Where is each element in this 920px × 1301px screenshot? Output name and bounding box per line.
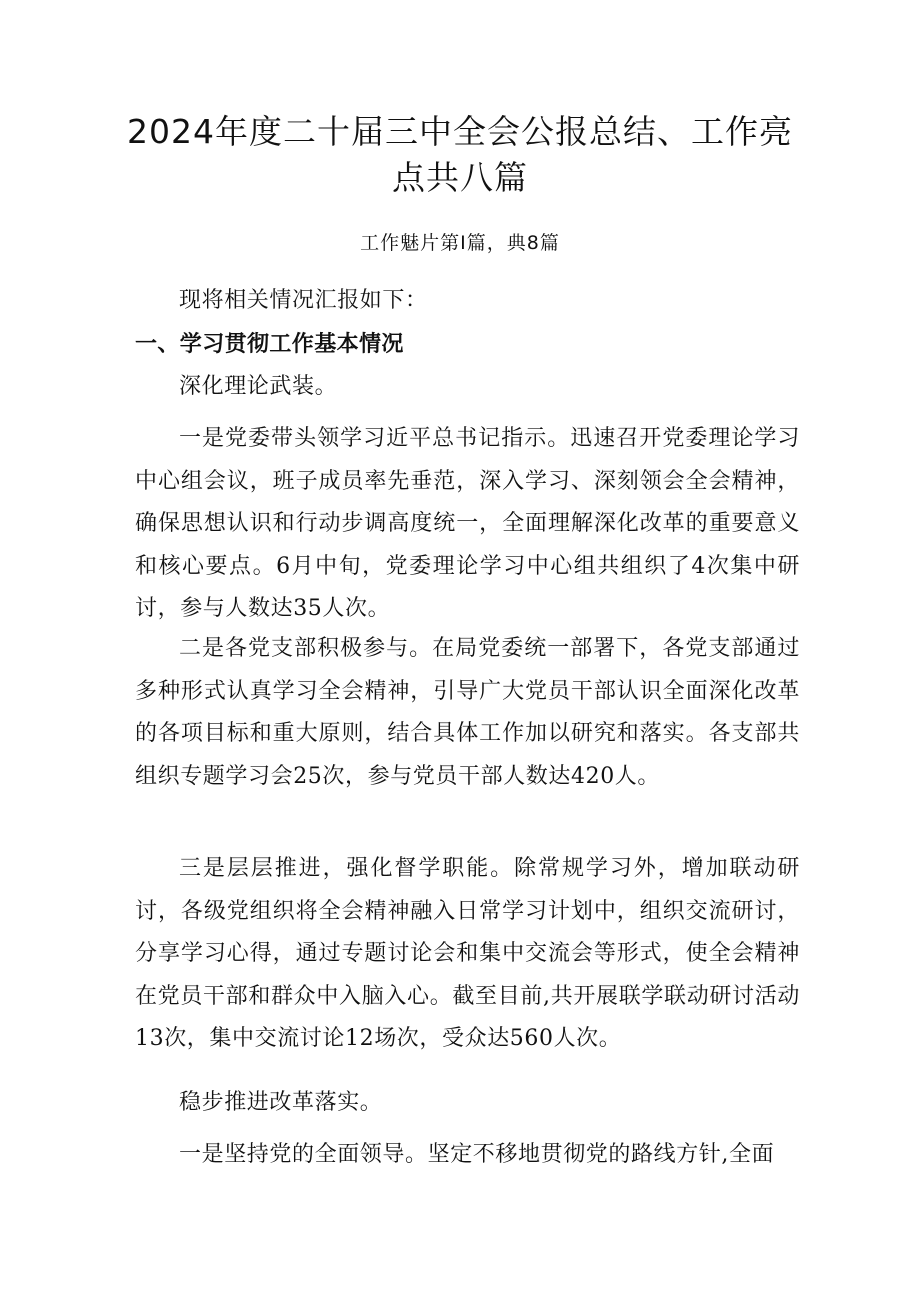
- section-heading-1: 一、学习贯彻工作基本情况: [135, 332, 404, 357]
- intro-paragraph: 现将相关情况汇报如下：: [179, 288, 428, 313]
- document-subtitle: 工作魅片第Ⅰ篇，典8篇: [360, 232, 560, 254]
- document-title-line-1: 2024年度二十届三中全会公报总结、工作亮: [127, 112, 793, 151]
- paragraph-2: 二是各党支部积极参与。在局党委统一部署下，各党支部通过多种形式认真学习全会精神，引导广大党员干部认识全面深化改革的各项目标和重大原则，结合具体工作加以研究和落实。各支部共组织专题学习会25次，参与党员干部人数达420人。: [135, 636, 800, 789]
- subsection-heading-2: 稳步推进改革落实。: [179, 1090, 383, 1115]
- document-title-line-2: 点共八篇: [392, 158, 528, 197]
- subsection-heading-1: 深化理论武装。: [179, 374, 338, 399]
- paragraph-3: 三是层层推进，强化督学职能。除常规学习外，增加联动研讨，各级党组织将全会精神融入日常学习计划中，组织交流研讨，分享学习心得，通过专题讨论会和集中交流会等形式，使全会精神在党员干部和群众中入脑入心。截至目前,共开展联学联动研讨活动13次，集中交流讨论12场次，受众达560人次。: [135, 856, 800, 1051]
- paragraph-1: 一是党委带头领学习近平总书记指示。迅速召开党委理论学习中心组会议，班子成员率先垂范，深入学习、深刻领会全会精神，确保思想认识和行动步调高度统一，全面理解深化改革的重要意义和核心要点。6月中旬，党委理论学习中心组共组织了4次集中研讨，参与人数达35人次。: [135, 426, 800, 621]
- paragraph-4: 一是坚持党的全面领导。坚定不移地贯彻党的路线方针,全面: [179, 1142, 775, 1167]
